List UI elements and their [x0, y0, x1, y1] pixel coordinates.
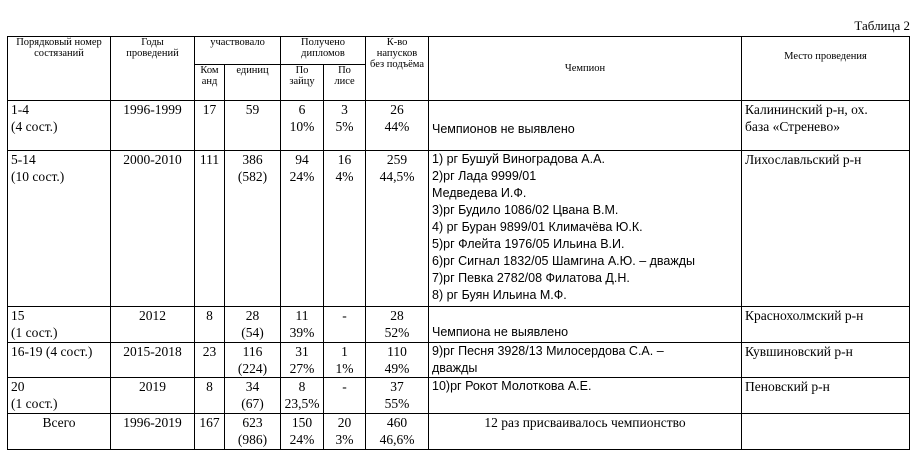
teams-cell: 111: [195, 151, 225, 307]
nolift-cell: 259 44,5%: [366, 151, 429, 307]
total-label: Всего: [8, 414, 111, 450]
place-cell: Кувшиновский р-н: [742, 343, 910, 378]
table-caption: Таблица 2: [854, 18, 910, 33]
header-years: Годы проведений: [111, 37, 195, 101]
champion-entry: 6)рг Сигнал 1832/05 Шамгина А.Ю. – дважды: [432, 254, 696, 268]
num-cell: 20 (1 сост.): [8, 378, 111, 414]
num-cell: 5-14 (10 сост.): [8, 151, 111, 307]
route-diplomas-cell: 31 27%: [281, 343, 324, 378]
units-cell: 28 (54): [225, 307, 281, 343]
place-cell: Пеновский р-н: [742, 378, 910, 414]
total-fox-diplomas: 20 3%: [324, 414, 366, 450]
champion-entry: 5)рг Флейта 1976/05 Ильина В.И.: [432, 237, 625, 251]
place-cell: Лихославльский р-н: [742, 151, 910, 307]
num-cell: 16-19 (4 сост.): [8, 343, 111, 378]
route-diplomas-cell: 94 24%: [281, 151, 324, 307]
champion-entry: 3)рг Будило 1086/02 Цвана В.М.: [432, 203, 619, 217]
teams-cell: 8: [195, 307, 225, 343]
route-diplomas-cell: 11 39%: [281, 307, 324, 343]
total-units: 623 (986): [225, 414, 281, 450]
header-teams: Ком анд: [195, 65, 225, 101]
teams-cell: 17: [195, 101, 225, 151]
table-row: [8, 343, 910, 378]
num-cell: 1-4 (4 сост.): [8, 101, 111, 151]
teams-cell: 23: [195, 343, 225, 378]
fox-diplomas-cell: 16 4%: [324, 151, 366, 307]
years-cell: 1996-1999: [111, 101, 195, 151]
total-route-diplomas: 150 24%: [281, 414, 324, 450]
champion-cell: 10)рг Рокот Молоткова А.Е.: [429, 378, 742, 414]
num-cell: 15 (1 сост.): [8, 307, 111, 343]
header-diplomas: Получено дипломов: [281, 37, 366, 65]
place-cell: Калининский р-н, ох. база «Стренево»: [742, 101, 910, 151]
teams-cell: 8: [195, 378, 225, 414]
nolift-cell: 28 52%: [366, 307, 429, 343]
champion-cell: Чемпионов не выявлено: [429, 101, 742, 151]
table-row: [8, 307, 910, 343]
champion-cell: 9)рг Песня 3928/13 Милосердова С.А. – дважды: [429, 343, 742, 378]
champion-entry: 7)рг Певка 2782/08 Филатова Д.Н.: [432, 271, 630, 285]
champion-entry: 4) рг Буран 9899/01 Климачёва Ю.К.: [432, 220, 643, 234]
header-champion: Чемпион: [429, 37, 742, 101]
header-byfox: По лисе: [324, 65, 366, 101]
total-place: [742, 414, 910, 450]
champion-entry: 2)рг Лада 9999/01: [432, 169, 537, 183]
fox-diplomas-cell: -: [324, 307, 366, 343]
header-units: единиц: [225, 65, 281, 101]
fox-diplomas-cell: 3 5%: [324, 101, 366, 151]
table-row: [8, 151, 910, 307]
champion-cell: Чемпиона не выявлено: [429, 307, 742, 343]
years-cell: 2012: [111, 307, 195, 343]
units-cell: 116 (224): [225, 343, 281, 378]
total-teams: 167: [195, 414, 225, 450]
place-cell: Краснохолмский р-н: [742, 307, 910, 343]
route-diplomas-cell: 8 23,5%: [281, 378, 324, 414]
fox-diplomas-cell: 1 1%: [324, 343, 366, 378]
nolift-cell: 26 44%: [366, 101, 429, 151]
units-cell: 34 (67): [225, 378, 281, 414]
nolift-cell: 110 49%: [366, 343, 429, 378]
champion-entry: 8) рг Буян Ильина М.Ф.: [432, 288, 567, 302]
header-place: Место проведения: [742, 37, 910, 101]
total-row: [8, 414, 910, 450]
units-cell: 59: [225, 101, 281, 151]
nolift-cell: 37 55%: [366, 378, 429, 414]
header-byroute: По зайцу: [281, 65, 324, 101]
years-cell: 2015-2018: [111, 343, 195, 378]
champion-entry: 1) рг Бушуй Виноградова А.А.: [432, 152, 605, 166]
units-cell: 386 (582): [225, 151, 281, 307]
years-cell: 2019: [111, 378, 195, 414]
total-champion: 12 раз присваивалось чемпионство: [429, 414, 742, 450]
header-participated: участвовало: [195, 37, 281, 65]
total-nolift: 460 46,6%: [366, 414, 429, 450]
header-nolift: К-во напусков без подъёма: [366, 37, 429, 101]
table-row: [8, 378, 910, 414]
competition-table: [7, 36, 910, 450]
header-num: Порядковый номер состязаний: [8, 37, 111, 101]
champion-cell: [429, 151, 742, 307]
years-cell: 2000-2010: [111, 151, 195, 307]
total-years: 1996-2019: [111, 414, 195, 450]
fox-diplomas-cell: -: [324, 378, 366, 414]
champion-entry: Медведева И.Ф.: [432, 186, 527, 200]
table-row: [8, 101, 910, 151]
route-diplomas-cell: 6 10%: [281, 101, 324, 151]
